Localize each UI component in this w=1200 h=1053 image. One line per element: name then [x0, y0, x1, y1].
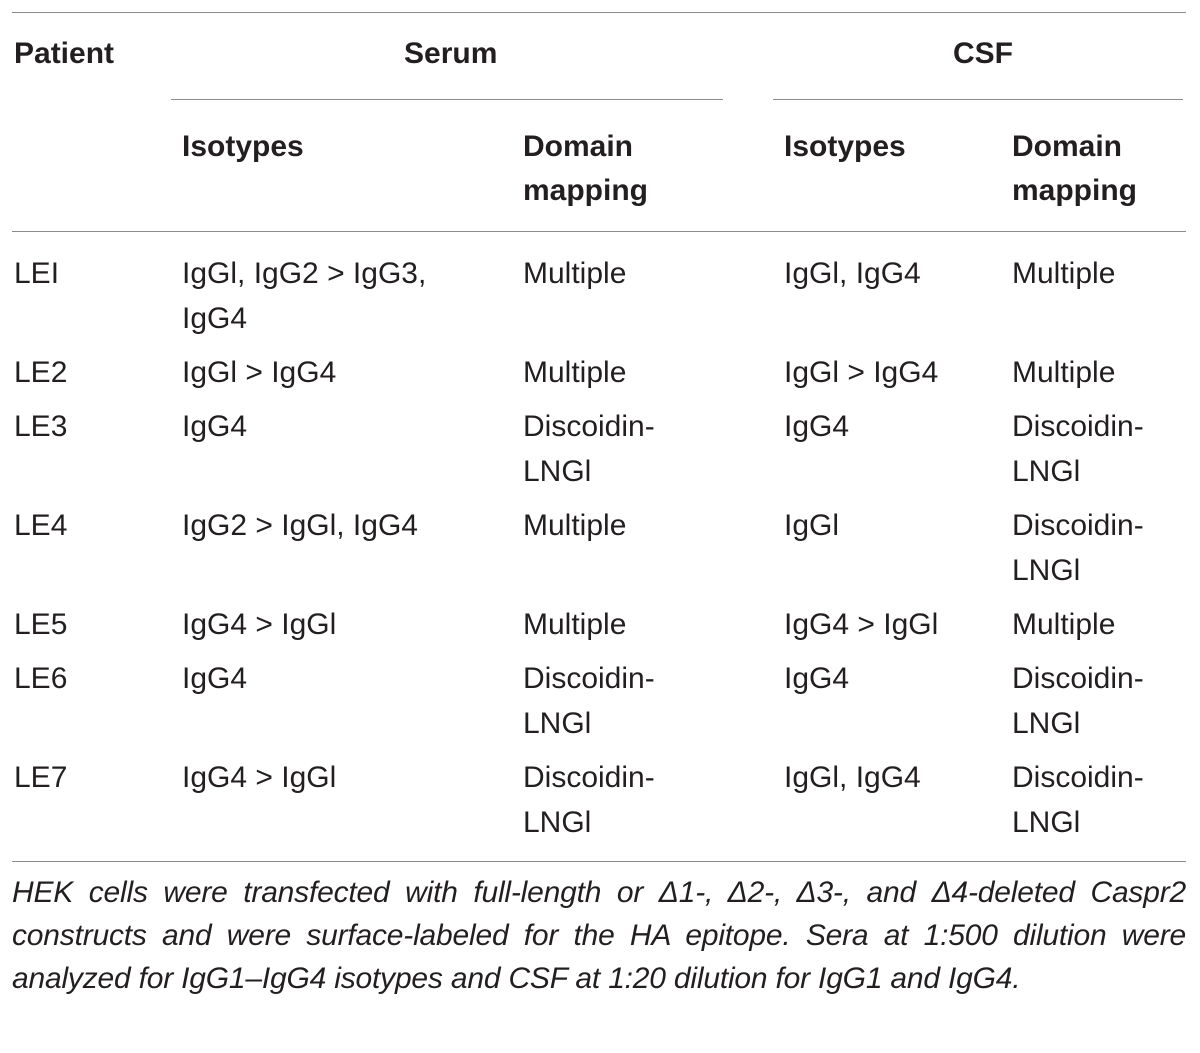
row-2-serum-isotypes: IgGl > IgG4	[182, 356, 337, 389]
row-1-serum-isotypes-line1: IgGl, IgG2 > IgG3,	[182, 257, 427, 290]
row-2-csf-domain: Multiple	[1012, 356, 1116, 389]
serum-group-rule	[171, 99, 723, 100]
row-7-csf-domain-line1: Discoidin-	[1012, 761, 1144, 794]
row-3-csf-domain-line1: Discoidin-	[1012, 410, 1144, 443]
row-4-serum-isotypes: IgG2 > IgGl, IgG4	[182, 509, 418, 542]
row-5-csf-isotypes: IgG4 > IgGl	[784, 608, 939, 641]
row-6-patient: LE6	[14, 662, 68, 695]
row-5-patient: LE5	[14, 608, 68, 641]
row-4-csf-isotypes: IgGl	[784, 509, 840, 542]
row-5-serum-isotypes: IgG4 > IgGl	[182, 608, 337, 641]
top-rule	[12, 12, 1186, 13]
row-4-csf-domain-line1: Discoidin-	[1012, 509, 1144, 542]
header-csf: CSF	[953, 37, 1013, 70]
row-2-serum-domain: Multiple	[523, 356, 627, 389]
row-5-csf-domain: Multiple	[1012, 608, 1116, 641]
row-7-csf-isotypes: IgGl, IgG4	[784, 761, 921, 794]
row-3-csf-isotypes: IgG4	[784, 410, 850, 443]
row-3-patient: LE3	[14, 410, 68, 443]
row-1-csf-isotypes: IgGl, IgG4	[784, 257, 921, 290]
header-serum-domain-line1: Domain	[523, 130, 634, 163]
header-serum: Serum	[404, 37, 498, 70]
row-3-serum-domain-line2: LNGl	[523, 455, 592, 488]
header-csf-isotypes: Isotypes	[784, 130, 906, 163]
row-5-serum-domain: Multiple	[523, 608, 627, 641]
row-3-serum-isotypes: IgG4	[182, 410, 248, 443]
row-6-csf-isotypes: IgG4	[784, 662, 850, 695]
header-csf-domain-line2: mapping	[1012, 174, 1137, 207]
row-6-csf-domain-line2: LNGl	[1012, 707, 1081, 740]
header-patient: Patient	[14, 37, 115, 70]
row-6-csf-domain-line1: Discoidin-	[1012, 662, 1144, 695]
row-6-serum-domain-line2: LNGl	[523, 707, 592, 740]
row-3-serum-domain-line1: Discoidin-	[523, 410, 655, 443]
row-3-csf-domain-line2: LNGl	[1012, 455, 1081, 488]
row-1-serum-isotypes-line2: IgG4	[182, 302, 248, 335]
row-1-csf-domain: Multiple	[1012, 257, 1116, 290]
row-7-patient: LE7	[14, 761, 68, 794]
row-4-serum-domain: Multiple	[523, 509, 627, 542]
table-bottom-rule	[12, 861, 1186, 862]
row-1-serum-domain: Multiple	[523, 257, 627, 290]
header-serum-domain-line2: mapping	[523, 174, 648, 207]
header-serum-isotypes: Isotypes	[182, 130, 304, 163]
row-2-patient: LE2	[14, 356, 68, 389]
header-bottom-rule	[12, 231, 1186, 232]
table-footnote: HEK cells were transfected with full-length or Δ1-, Δ2-, Δ3-, and Δ4-deleted Caspr2 constructs and were surface-labeled for the HA epitope. Sera at 1:500 dilution were analyzed for IgG1–IgG4 isotypes and CSF at 1:20 dilution for IgG1 and IgG4.	[12, 876, 1186, 995]
row-7-serum-domain-line1: Discoidin-	[523, 761, 655, 794]
row-7-serum-domain-line2: LNGl	[523, 806, 592, 839]
row-1-patient: LEI	[14, 257, 60, 290]
row-4-csf-domain-line2: LNGl	[1012, 554, 1081, 587]
row-7-serum-isotypes: IgG4 > IgGl	[182, 761, 337, 794]
row-2-csf-isotypes: IgGl > IgG4	[784, 356, 939, 389]
csf-group-rule	[773, 99, 1183, 100]
row-7-csf-domain-line2: LNGl	[1012, 806, 1081, 839]
row-4-patient: LE4	[14, 509, 68, 542]
row-6-serum-isotypes: IgG4	[182, 662, 248, 695]
row-6-serum-domain-line1: Discoidin-	[523, 662, 655, 695]
header-csf-domain-line1: Domain	[1012, 130, 1123, 163]
